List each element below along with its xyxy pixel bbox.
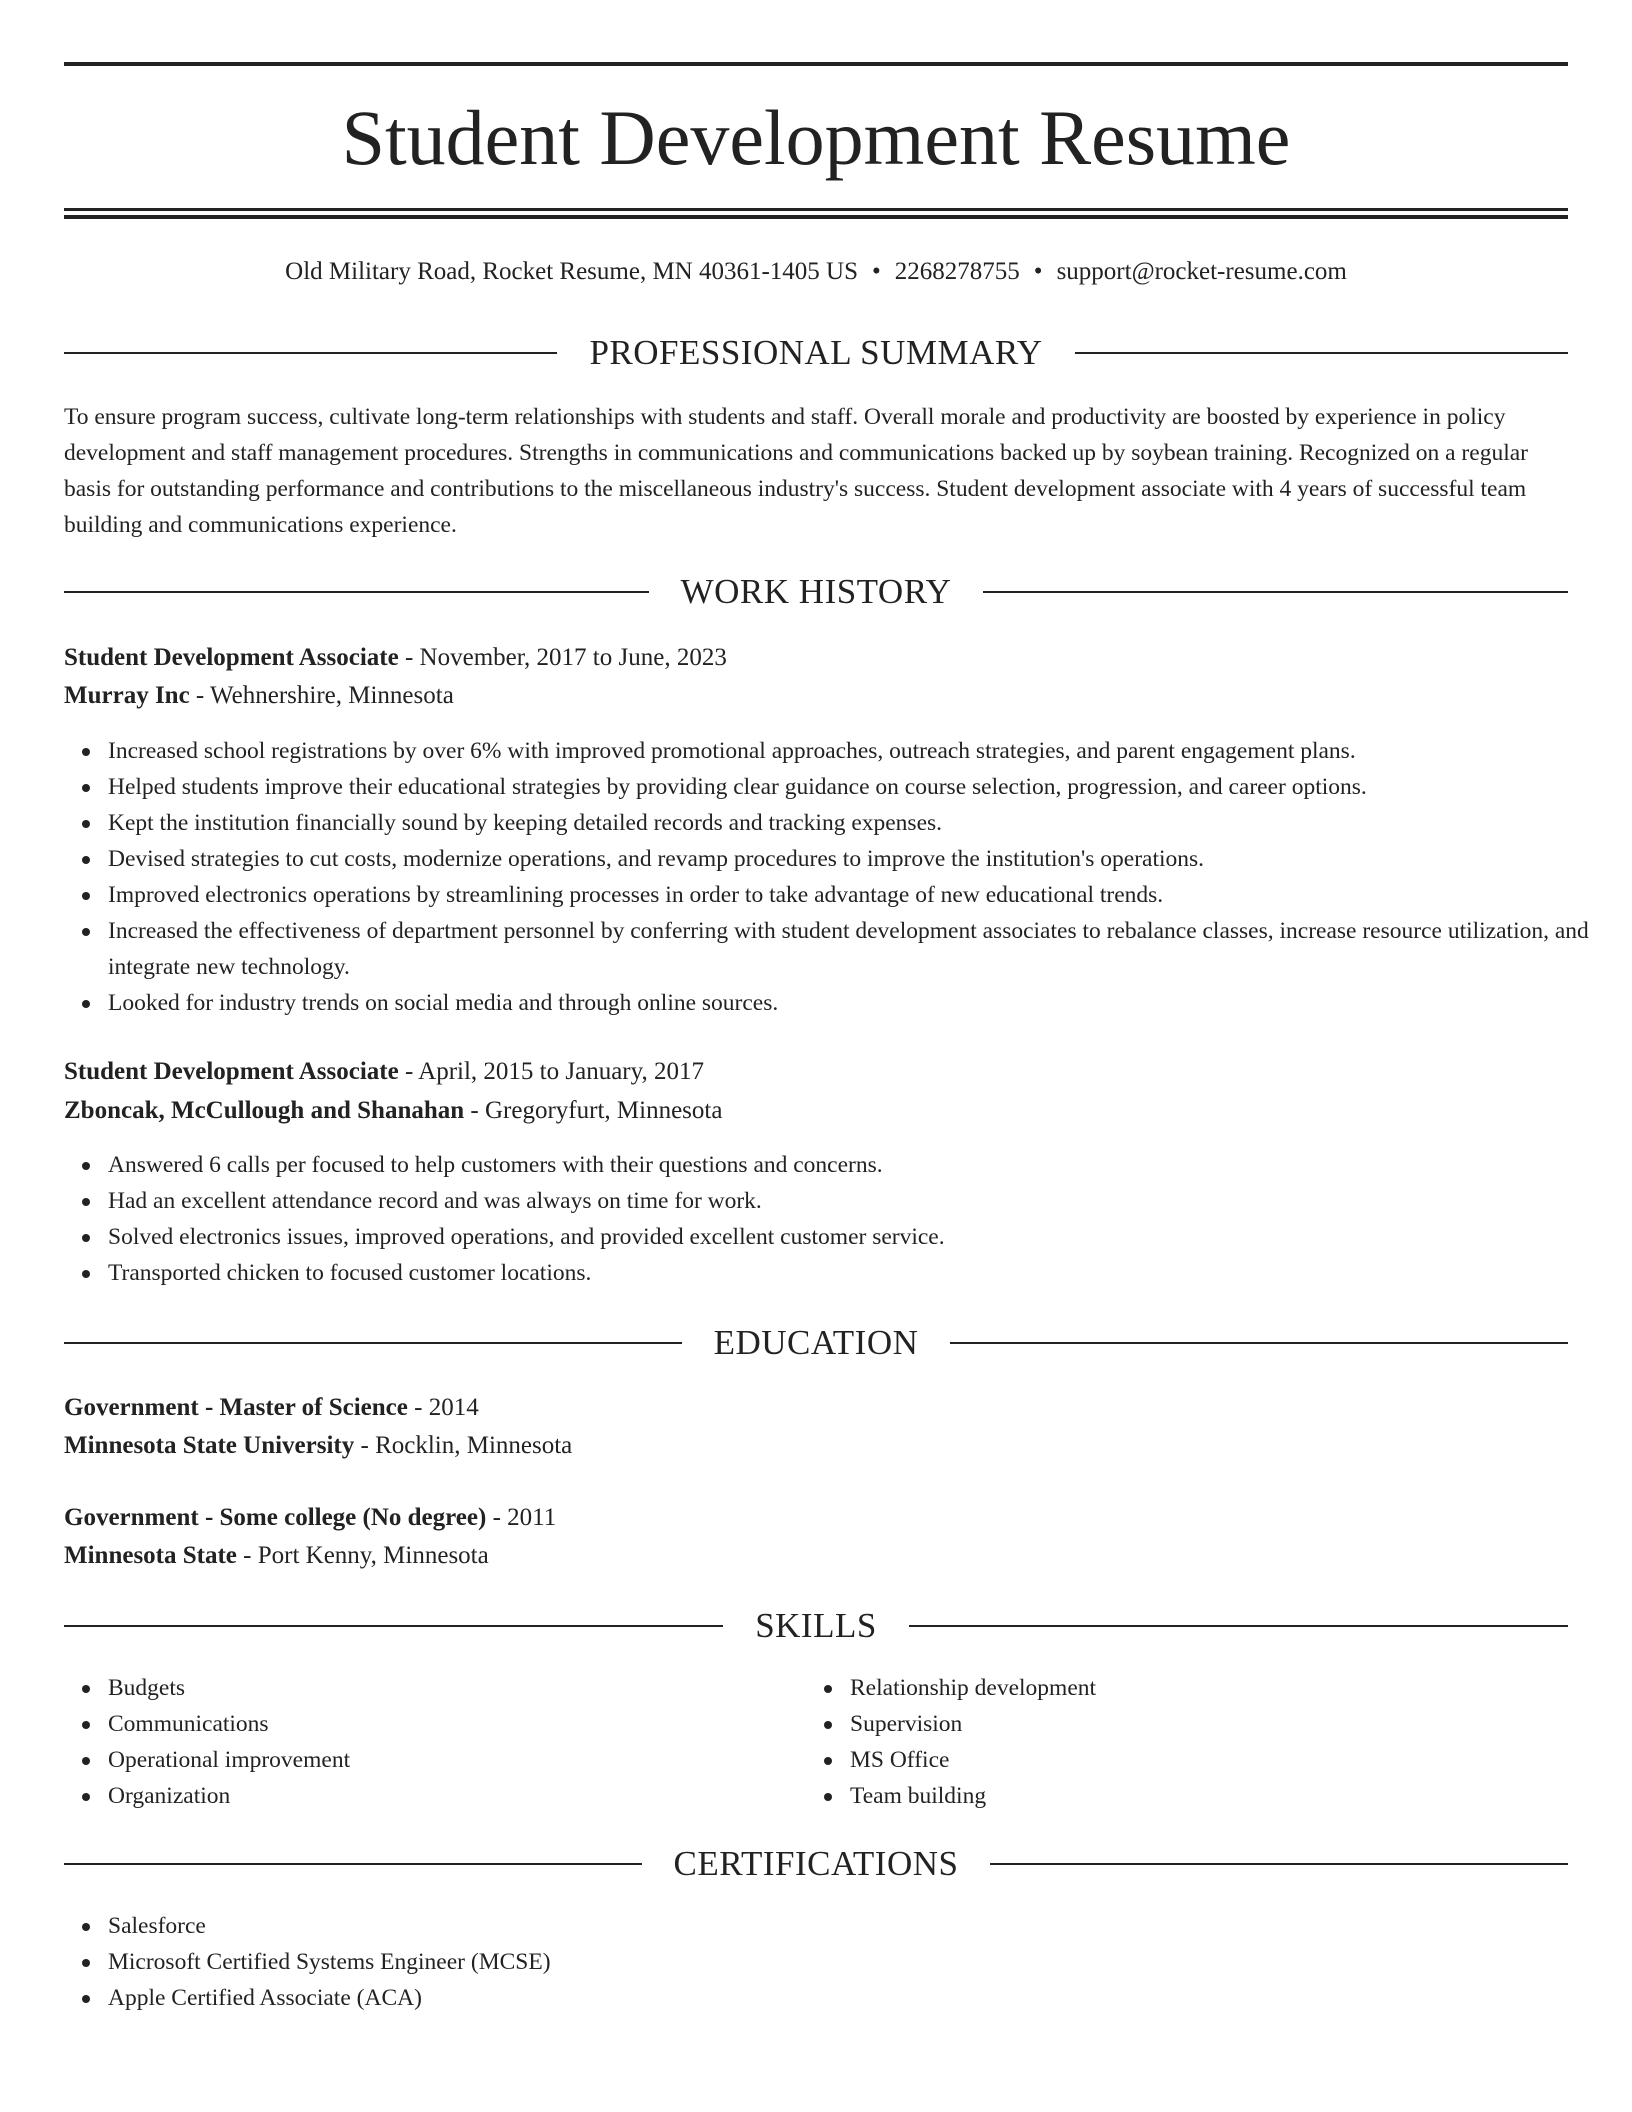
heading-rule xyxy=(64,1342,682,1344)
list-item: Transported chicken to focused customer locations. xyxy=(108,1255,1612,1291)
section-heading-certifications xyxy=(64,1842,1568,1886)
job-title-line xyxy=(64,640,1568,676)
job-location: - Gregoryfurt, Minnesota xyxy=(464,1097,723,1124)
section-heading-work-history xyxy=(64,570,1568,614)
list-item: MS Office xyxy=(850,1742,1550,1778)
education-degree-line xyxy=(64,1500,1568,1536)
job-dates: - November, 2017 to June, 2023 xyxy=(398,644,727,671)
job-company: Zboncak, McCullough and Shanahan xyxy=(64,1097,465,1124)
job-title: Student Development Associate xyxy=(64,644,399,671)
list-item: Operational improvement xyxy=(108,1742,808,1778)
education-school: Minnesota State xyxy=(64,1542,237,1569)
section-heading-skills xyxy=(64,1604,1568,1648)
job-title-line xyxy=(64,1054,1568,1090)
heading-rule xyxy=(990,1863,1568,1865)
list-item: Increased school registrations by over 6% with improved promotional approaches, outreach strategies, and parent engagement plans. xyxy=(108,733,1612,769)
job-location: - Wehnershire, Minnesota xyxy=(189,682,454,709)
education-school-line xyxy=(64,1538,1568,1574)
list-item: Microsoft Certified Systems Engineer (MCSE) xyxy=(108,1944,1612,1980)
heading-rule xyxy=(1075,352,1568,354)
education-degree: Government - Master of Science xyxy=(64,1394,408,1421)
list-item: Increased the effectiveness of department personnel by conferring with student development associates to rebalance classes, increase resource utilization, and integrate new technology. xyxy=(108,913,1612,985)
list-item: Helped students improve their educational strategies by providing clear guidance on course selection, progression, and career options. xyxy=(108,769,1612,805)
contact-email: support@rocket-resume.com xyxy=(1056,258,1347,285)
education-degree: Government - Some college (No degree) xyxy=(64,1504,487,1531)
job-title: Student Development Associate xyxy=(64,1058,399,1085)
job-bullets xyxy=(64,733,1612,1021)
heading-rule xyxy=(950,1342,1568,1344)
contact-separator: • xyxy=(1033,258,1043,285)
section-title: SKILLS xyxy=(755,1606,877,1645)
list-item: Supervision xyxy=(850,1706,1550,1742)
job-dates: - April, 2015 to January, 2017 xyxy=(398,1058,705,1085)
contact-separator: • xyxy=(872,258,881,285)
heading-rule xyxy=(64,1863,642,1865)
education-degree-line xyxy=(64,1390,1568,1426)
heading-rule xyxy=(909,1625,1568,1627)
job-company: Murray Inc xyxy=(64,682,190,709)
list-item: Had an excellent attendance record and was always on time for work. xyxy=(108,1183,1612,1219)
top-rule xyxy=(64,62,1568,66)
heading-rule xyxy=(64,1625,723,1627)
job-company-line xyxy=(64,1093,1568,1129)
section-title: CERTIFICATIONS xyxy=(673,1844,959,1883)
job-company-line xyxy=(64,678,1568,714)
education-year: - 2014 xyxy=(407,1394,479,1421)
heading-rule xyxy=(983,591,1568,593)
list-item: Budgets xyxy=(108,1670,808,1706)
list-item: Looked for industry trends on social media and through online sources. xyxy=(108,985,1612,1021)
title-rule-lower xyxy=(64,215,1568,219)
contact-phone: 2268278755 xyxy=(894,258,1020,285)
section-heading-summary xyxy=(64,331,1568,375)
skills-list-left xyxy=(64,1670,808,1814)
heading-rule xyxy=(64,591,649,593)
education-location: - Rocklin, Minnesota xyxy=(354,1432,573,1459)
education-year: - 2011 xyxy=(486,1504,557,1531)
list-item: Devised strategies to cut costs, modernize operations, and revamp procedures to improve the institution's operations. xyxy=(108,841,1612,877)
heading-rule xyxy=(64,352,557,354)
certifications-list xyxy=(64,1908,1612,2016)
list-item: Apple Certified Associate (ACA) xyxy=(108,1980,1612,2016)
education-school-line xyxy=(64,1428,1568,1464)
summary-text: To ensure program success, cultivate long-term relationships with students and staff. Overall morale and productivity are boosted by experience in policy development and staff management procedures. Strengths in communications and communications backed up by soybean training. Recognized on a regular basis for outstanding performance and contributions to the miscellaneous industry's success. Student development associate with 4 years of successful team building and communications experience. xyxy=(64,404,1528,538)
education-school: Minnesota State University xyxy=(64,1432,355,1459)
list-item: Solved electronics issues, improved operations, and provided excellent customer service. xyxy=(108,1219,1612,1255)
list-item: Organization xyxy=(108,1778,808,1814)
list-item: Team building xyxy=(850,1778,1550,1814)
contact-info xyxy=(64,256,1568,288)
section-title: PROFESSIONAL SUMMARY xyxy=(589,333,1043,372)
title-rule-upper xyxy=(64,208,1568,211)
page-title: Student Development Resume xyxy=(341,94,1291,181)
list-item: Relationship development xyxy=(850,1670,1550,1706)
section-title: WORK HISTORY xyxy=(680,572,952,611)
section-title: EDUCATION xyxy=(713,1323,919,1362)
list-item: Salesforce xyxy=(108,1908,1612,1944)
list-item: Kept the institution financially sound by keeping detailed records and tracking expenses. xyxy=(108,805,1612,841)
list-item: Communications xyxy=(108,1706,808,1742)
list-item: Answered 6 calls per focused to help customers with their questions and concerns. xyxy=(108,1147,1612,1183)
education-location: - Port Kenny, Minnesota xyxy=(236,1542,489,1569)
skills-list-right xyxy=(806,1670,1550,1814)
section-heading-education xyxy=(64,1321,1568,1365)
job-bullets xyxy=(64,1147,1612,1291)
list-item: Improved electronics operations by streamlining processes in order to take advantage of new educational trends. xyxy=(108,877,1612,913)
contact-address: Old Military Road, Rocket Resume, MN 40361-1405 US xyxy=(285,258,859,285)
